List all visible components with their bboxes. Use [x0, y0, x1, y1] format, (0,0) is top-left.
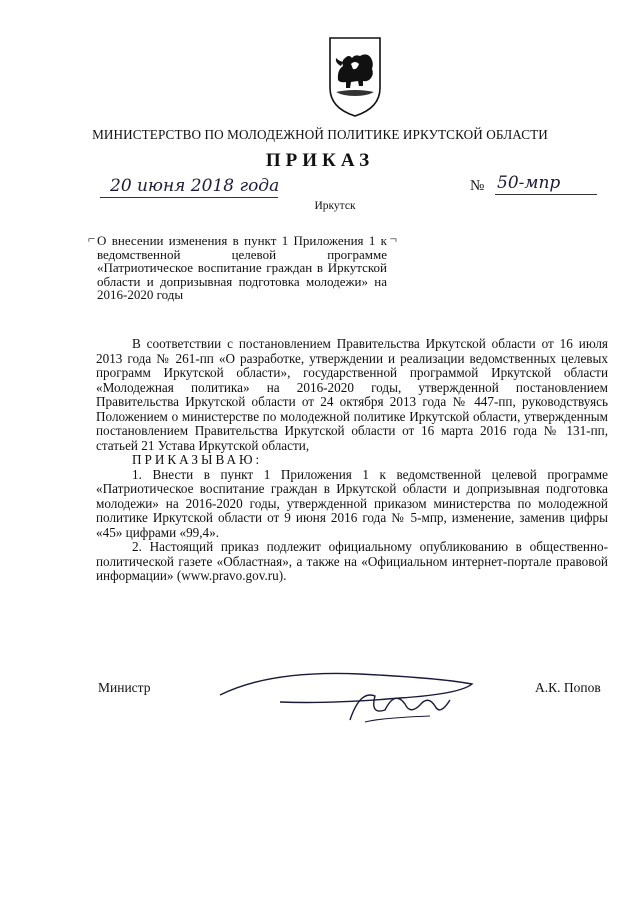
subject-bracket-right: ¬	[389, 231, 397, 246]
order-subject	[88, 231, 397, 302]
preamble-paragraph: В соответствии с постановлением Правительства Иркутской области от 16 июля 2013 года № 261-пп «О разработке, утверждении и реализации ведомственных целевых программ Иркутской области», государственной программой Иркутской области «Молодежная политика» на 2016-2020 годы, утвержденной постановлением Правительства Иркутской области от 24 октября 2013 года № 447-пп, руководствуясь Положением о министерстве по молодежной политике Иркутской области, утвержденным постановлением Правительства Иркутской области от 16 марта 2016 года № 131-пп, статьей 21 Устава Иркутской области,	[96, 336, 608, 453]
command-word: ПРИКАЗЫВАЮ:	[132, 452, 263, 467]
order-body	[96, 337, 608, 584]
subject-bracket-left: ⌐	[88, 231, 96, 246]
irkutsk-coat-of-arms-icon	[327, 36, 383, 118]
handwritten-date: 20 июня 2018 года	[110, 176, 280, 196]
signatory-name: А.К. Попов	[535, 680, 601, 695]
document-title: ПРИКАЗ	[265, 150, 375, 171]
order-item-2: 2. Настоящий приказ подлежит официальному опубликованию в общественно-политической газете «Областная», а также на «Официальном интернет-портале правовой информации» (www.pravo.gov.ru).	[96, 539, 608, 583]
handwritten-number: 50-мпр	[497, 173, 561, 193]
number-label: №	[470, 178, 485, 194]
signatory-position: Министр	[98, 680, 151, 695]
ministry-name: МИНИСТЕРСТВО ПО МОЛОДЕЖНОЙ ПОЛИТИКЕ ИРКУТСКОЙ ОБЛАСТИ	[92, 127, 548, 142]
city-name: Иркутск	[314, 200, 356, 212]
number-underline	[495, 194, 597, 195]
handwritten-signature-icon	[210, 660, 480, 730]
subject-text: О внесении изменения в пункт 1 Приложения 1 к ведомственной целевой программе «Патриотическое воспитание граждан в Иркутской области и допризывная подготовка молодежи» на 2016-2020 годы	[97, 233, 387, 302]
date-underline	[100, 197, 278, 198]
order-item-1: 1. Внести в пункт 1 Приложения 1 к ведомственной целевой программе «Патриотическое воспитание граждан в Иркутской области и допризывная подготовка молодежи» на 2016-2020 годы, утвержденной приказом министерства по молодежной политике Иркутской области от 9 июня 2016 года № 5-мпр, изменение, заменив цифры «45» цифрами «99,4».	[96, 466, 608, 540]
